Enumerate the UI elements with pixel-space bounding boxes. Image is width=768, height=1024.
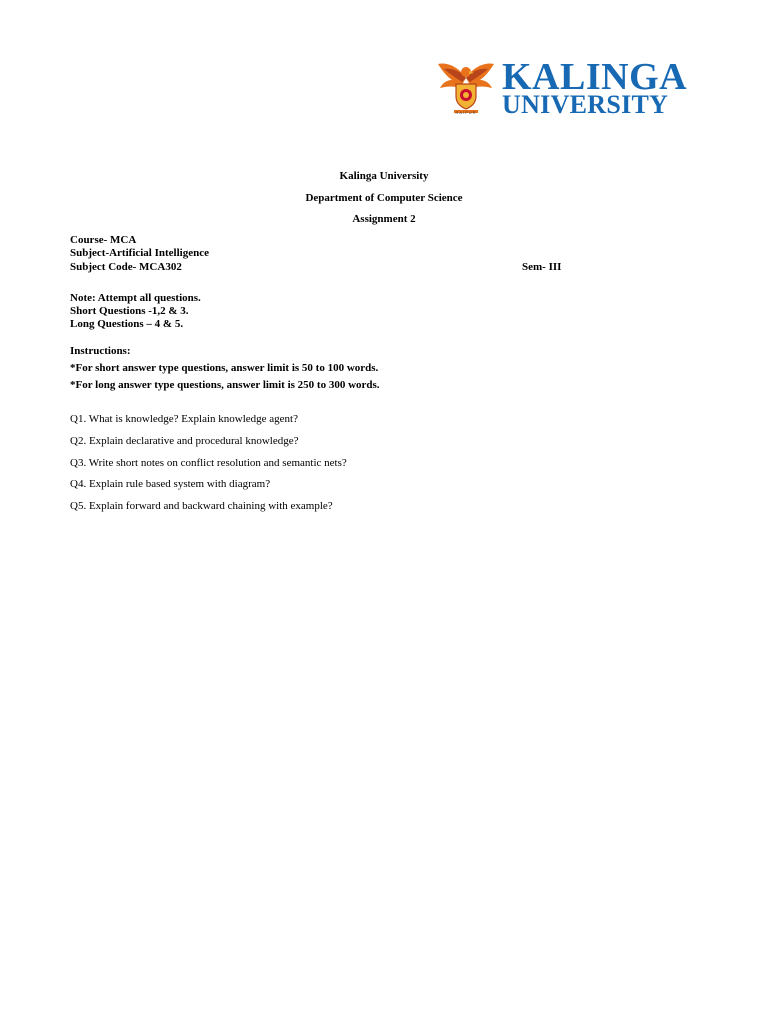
subject-line: Subject-Artificial Intelligence <box>70 247 209 259</box>
question-item: Q1. What is knowledge? Explain knowledge agent? <box>70 413 298 425</box>
department-name: Department of Computer Science <box>305 192 463 204</box>
long-questions-line: Long Questions – 4 & 5. <box>70 318 184 330</box>
question-item: Q4. Explain rule based system with diagram? <box>70 478 271 490</box>
note-line: Note: Attempt all questions. <box>70 292 201 304</box>
question-item: Q3. Write short notes on conflict resolution and semantic nets? <box>70 457 347 469</box>
logo-emblem-caption: RAIPUR <box>455 110 477 115</box>
question-item: Q5. Explain forward and backward chaining with example? <box>70 500 333 512</box>
course-line: Course- MCA <box>70 234 137 246</box>
instructions-heading: Instructions: <box>70 345 131 357</box>
logo-word-university: UNIVERSITY <box>502 90 669 119</box>
question-item: Q2. Explain declarative and procedural knowledge? <box>70 435 299 447</box>
instruction-item: *For short answer type questions, answer limit is 50 to 100 words. <box>70 362 379 374</box>
logo-word-kalinga: KALINGA <box>502 56 688 98</box>
instruction-item: *For long answer type questions, answer limit is 250 to 300 words. <box>70 379 380 391</box>
short-questions-line: Short Questions -1,2 & 3. <box>70 305 189 317</box>
semester-label: Sem- III <box>522 261 562 273</box>
subject-code-line: Subject Code- MCA302 <box>70 261 182 273</box>
assignment-title: Assignment 2 <box>352 213 416 225</box>
university-name: Kalinga University <box>339 170 429 182</box>
